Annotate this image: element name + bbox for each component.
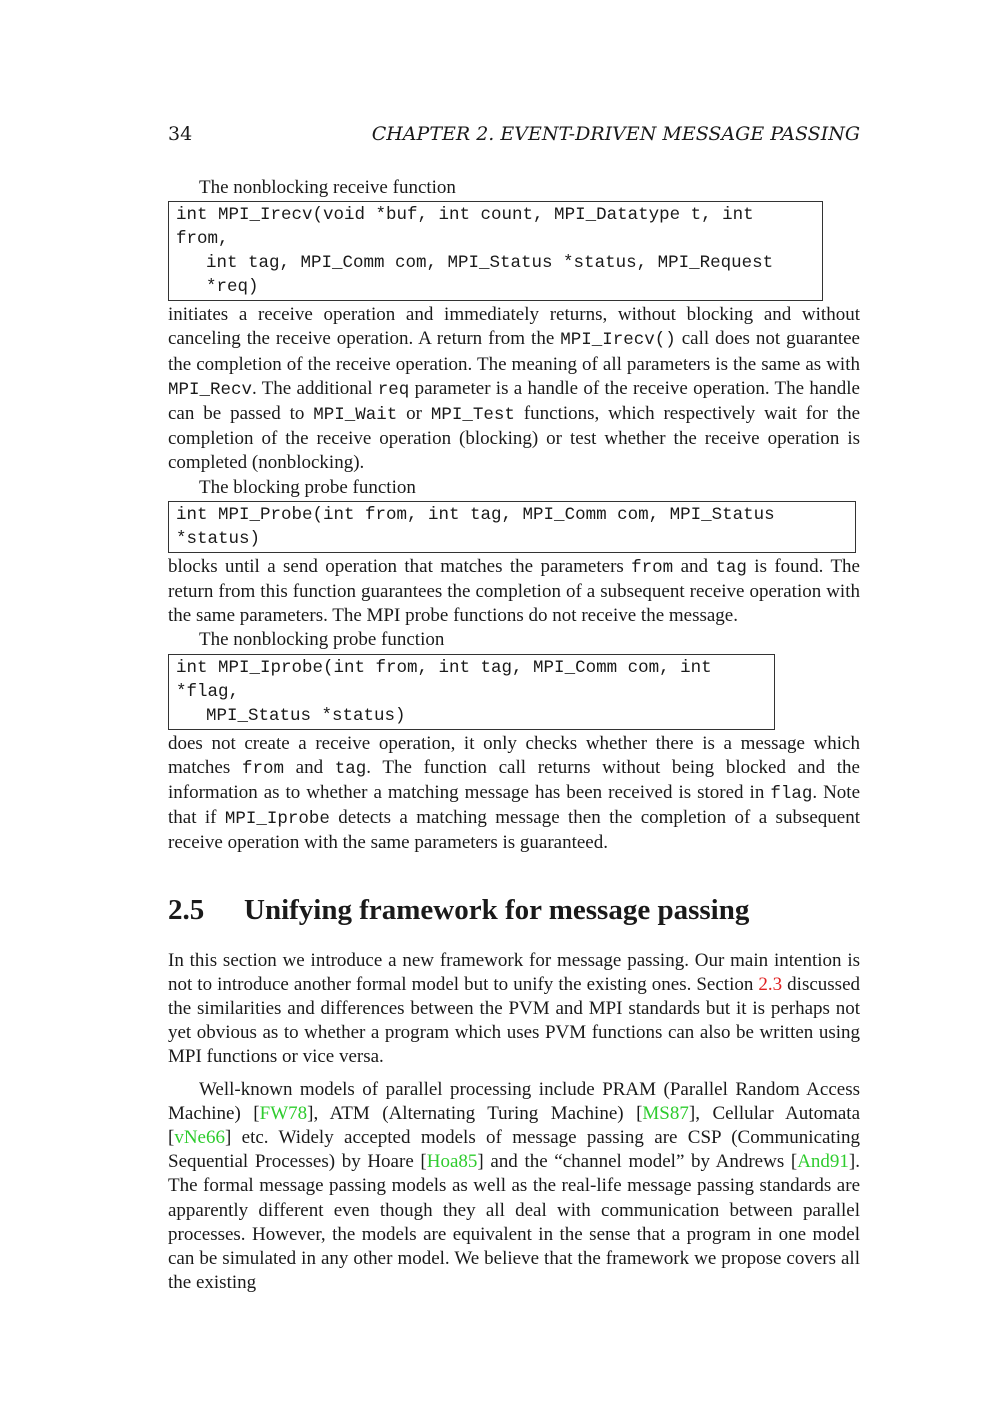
code-from: from [241, 758, 284, 779]
iprobe-description [168, 732, 860, 856]
para1-text-1: In this section we introduce a new framework for message passing. Our main intention is not to introduce another formal model but to unify the existing ones. Section [168, 949, 860, 995]
probe-text-2: and [673, 555, 716, 577]
code-mpi-iprobe: MPI_Iprobe [224, 809, 330, 830]
iprobe-intro: The nonblocking probe function [199, 629, 445, 651]
irecv-sig-line1: int MPI_Irecv(void *buf, int count, MPI_Datatype t, int from, [176, 205, 754, 250]
para2-text-2: ], ATM (Alternating Turing Machine) [ [307, 1102, 643, 1124]
iprobe-text-4: . Note that if [168, 782, 861, 829]
iprobe-sig-line1: int MPI_Iprobe(int from, int tag, MPI_Comm com, int *flag, [176, 657, 712, 702]
iprobe-text-2: and [283, 756, 335, 778]
iprobe-text-3: . The function call returns without being blocked and the information as to whether a matching message has been received is stored in [168, 756, 860, 804]
code-mpi-wait: MPI_Wait [313, 405, 398, 426]
section-heading [168, 893, 860, 927]
probe-intro: The blocking probe function [199, 476, 416, 498]
code-from: from [631, 557, 674, 578]
probe-text-1: blocks until a send operation that matches the parameters [168, 555, 632, 577]
page-number: 34 [168, 123, 193, 145]
irecv-signature [168, 201, 823, 301]
citation-link[interactable]: vNe66 [174, 1127, 225, 1149]
irecv-text-4: parameter is a handle of the receive operation. The handle can be passed to [168, 377, 860, 425]
para2-text-6: ]. The formal message passing models as well as the real-life message passing standards are apparently different even though they all deal with communication between parallel processes. However, the models are equivalent in the sense that a program in one model can be simulated in any other model. We believe that the framework we propose covers all the existing [168, 1151, 860, 1294]
section-paragraph-1 [168, 949, 860, 1070]
probe-signature [168, 501, 856, 553]
para1-text-2: discussed the similarities and differences between the PVM and MPI standards but it is perhaps not yet obvious as to whether a program which uses PVM functions can also be written using MPI functions or vice versa. [168, 973, 860, 1068]
para2-text-1: Well-known models of parallel processing include PRAM (Parallel Random Access Machine) [ [168, 1078, 860, 1124]
probe-sig-line1: int MPI_Probe(int from, int tag, MPI_Comm com, MPI_Status *status) [176, 504, 775, 549]
crossref-section-link[interactable]: 2.3 [758, 973, 783, 995]
irecv-text-2: call does not guarantee the completion of the receive operation. The meaning of all parameters is the same as with [168, 328, 860, 375]
citation-link[interactable]: MS87 [642, 1102, 689, 1124]
para2-text-4: ] etc. Widely accepted models of message passing are CSP (Communicating Sequential Processes) by Hoare [ [168, 1127, 860, 1173]
code-mpi-test: MPI_Test [430, 405, 515, 426]
irecv-text-1: initiates a receive operation and immediately returns, without blocking and without canceling the receive operation. A return from the [168, 304, 860, 350]
irecv-description [168, 303, 860, 475]
irecv-text-5: or [397, 403, 431, 425]
iprobe-text-1: does not create a receive operation, it only checks whether there is a message which matches [168, 732, 860, 778]
section-paragraph-2 [168, 1078, 860, 1296]
section-title: Unifying framework for message passing [244, 893, 750, 926]
iprobe-signature [168, 654, 775, 730]
para2-text-3: ], Cellular Automata [ [168, 1102, 861, 1149]
citation-link[interactable]: And91 [797, 1151, 849, 1173]
irecv-text-6: functions, which respectively wait for the completion of the receive operation (blocking) or test whether the receive operation is completed (nonblocking). [168, 403, 861, 474]
code-tag: tag [715, 557, 747, 578]
code-req: req [377, 379, 410, 400]
citation-link[interactable]: FW78 [259, 1102, 308, 1124]
irecv-sig-line2: int tag, MPI_Comm com, MPI_Status *status, MPI_Request *req) [206, 253, 774, 298]
code-mpi-recv: MPI_Recv [168, 379, 253, 400]
code-mpi-irecv: MPI_Irecv() [560, 330, 676, 351]
para2-text-5: ] and the “channel model” by Andrews [ [477, 1151, 798, 1173]
code-flag: flag [770, 784, 813, 805]
page-body [168, 176, 860, 1296]
irecv-intro: The nonblocking receive function [199, 177, 456, 198]
probe-description [168, 555, 860, 629]
iprobe-sig-line2: MPI_Status *status) [206, 705, 406, 726]
running-head: CHAPTER 2. EVENT-DRIVEN MESSAGE PASSING [371, 123, 860, 145]
irecv-text-3: . The additional [252, 377, 378, 399]
section-number: 2.5 [168, 893, 205, 926]
page-header [168, 123, 860, 149]
iprobe-text-5: detects a matching message then the completion of a subsequent receive operation with the same parameters is guaranteed. [168, 807, 860, 854]
probe-text-3: is found. The return from this function guarantees the completion of a subsequent receive operation with the same parameters. The MPI probe functions do not receive the message. [168, 555, 860, 627]
citation-link[interactable]: Hoa85 [426, 1151, 478, 1173]
code-tag: tag [334, 758, 367, 779]
